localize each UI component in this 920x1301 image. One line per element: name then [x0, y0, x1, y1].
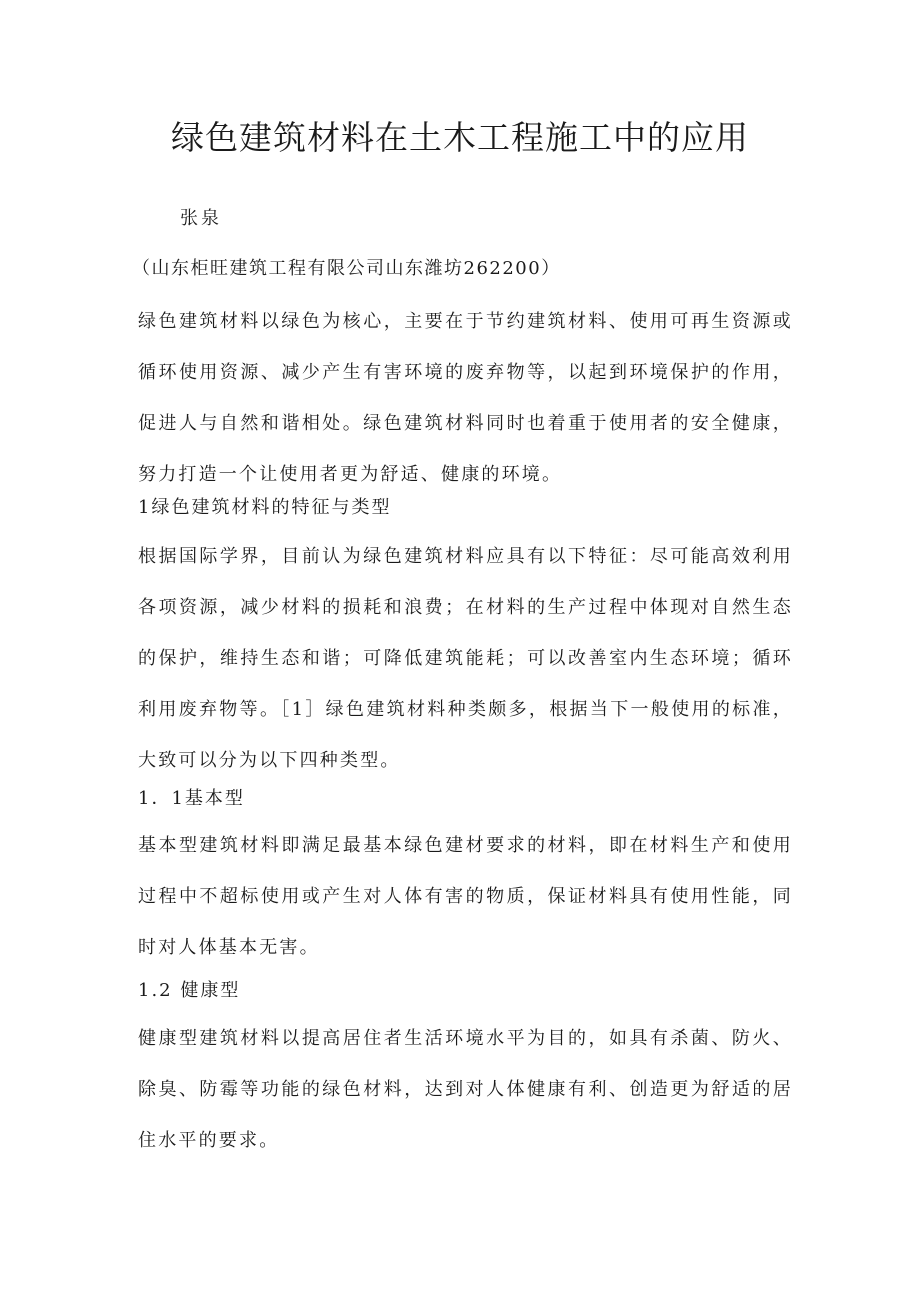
abstract-paragraph: 绿色建筑材料以绿色为核心，主要在于节约建筑材料、使用可再生资源或循环使用资源、减少产生有害环境的废弃物等，以起到环境保护的作用，促进人与自然和谐相处。绿色建筑材料同时也着重于使用者的安全健康，努力打造一个让使用者更为舒适、健康的环境。 — [138, 311, 793, 485]
section-1-paragraph: 根据国际学界，目前认为绿色建筑材料应具有以下特征：尽可能高效利用各项资源，减少材料的损耗和浪费；在材料的生产过程中体现对自然生态的保护，维持生态和谐；可降低建筑能耗；可以改善室内生态环境；循环利用废弃物等。［1］绿色建筑材料种类颇多，根据当下一般使用的标准，大致可以分为以下四种类型。 — [138, 546, 793, 771]
section-1-1-paragraph: 基本型建筑材料即满足最基本绿色建材要求的材料，即在材料生产和使用过程中不超标使用或产生对人体有害的物质，保证材料具有使用性能，同时对人体基本无害。 — [138, 835, 793, 958]
section-1-2-heading: 1.2 健康型 — [138, 980, 241, 1001]
section-1-heading: 1绿色建筑材料的特征与类型 — [138, 497, 392, 518]
document-title: 绿色建筑材料在土木工程施工中的应用 — [171, 118, 749, 157]
section-1-2-paragraph: 健康型建筑材料以提高居住者生活环境水平为目的，如具有杀菌、防火、除臭、防霉等功能的绿色材料，达到对人体健康有利、创造更为舒适的居住水平的要求。 — [138, 1028, 793, 1151]
section-1-1-heading: 1．1基本型 — [138, 788, 245, 809]
author-affiliation: （山东柜旺建筑工程有限公司山东潍坊262200） — [132, 258, 561, 279]
author-name: 张泉 — [180, 208, 222, 229]
